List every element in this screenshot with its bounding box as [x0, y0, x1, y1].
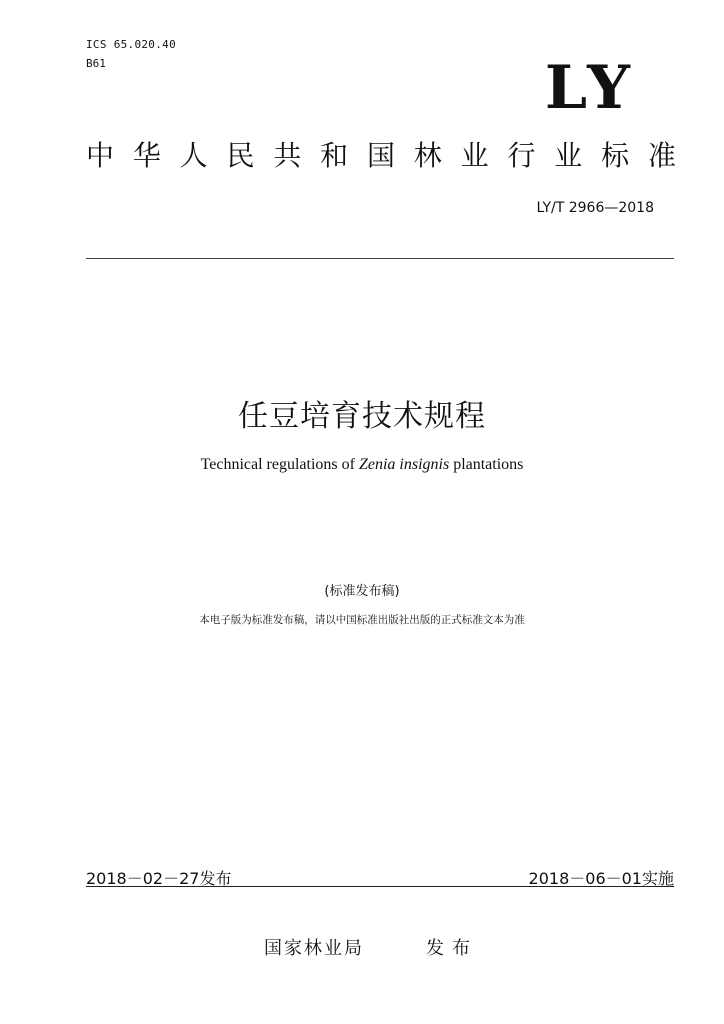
category-char: 华 [132, 139, 161, 172]
title-english-suffix: plantations [449, 456, 524, 473]
title-english-prefix: Technical regulations of [200, 456, 359, 473]
title-english [0, 456, 724, 474]
implement-date: 2018－06－01实施 [528, 869, 674, 888]
category-char: 和 [320, 139, 349, 172]
ics-code: ICS 65.020.40 [86, 38, 176, 51]
standard-logo: LY [544, 53, 634, 123]
category-char: 业 [460, 139, 489, 172]
category-char: 民 [226, 139, 255, 172]
category-char: 共 [273, 139, 302, 172]
ccs-code: B61 [86, 57, 106, 70]
category-char: 标 [601, 139, 630, 172]
standard-number: LY/T 2966—2018 [536, 200, 654, 216]
issuer-action: 发布 [426, 938, 478, 959]
category-char: 行 [507, 139, 536, 172]
category-char: 业 [554, 139, 583, 172]
issue-date: 2018－02－27发布 [86, 869, 232, 888]
draft-note: 本电子版为标准发布稿，请以中国标准出版社出版的正式标准文本为准 [199, 614, 525, 626]
header-divider [86, 258, 674, 259]
issuer-name: 国家林业局 [264, 938, 364, 959]
title-english-species: Zenia insignis [358, 456, 450, 473]
footer-divider [86, 886, 674, 887]
draft-label: (标准发布稿) [324, 584, 400, 599]
category-char: 中 [86, 139, 115, 172]
category-char: 林 [413, 139, 442, 172]
category-char: 国 [366, 139, 395, 172]
category-char: 人 [179, 139, 208, 172]
standard-category [86, 139, 676, 172]
title-chinese: 任豆培育技术规程 [238, 399, 486, 434]
category-char: 准 [647, 139, 676, 172]
